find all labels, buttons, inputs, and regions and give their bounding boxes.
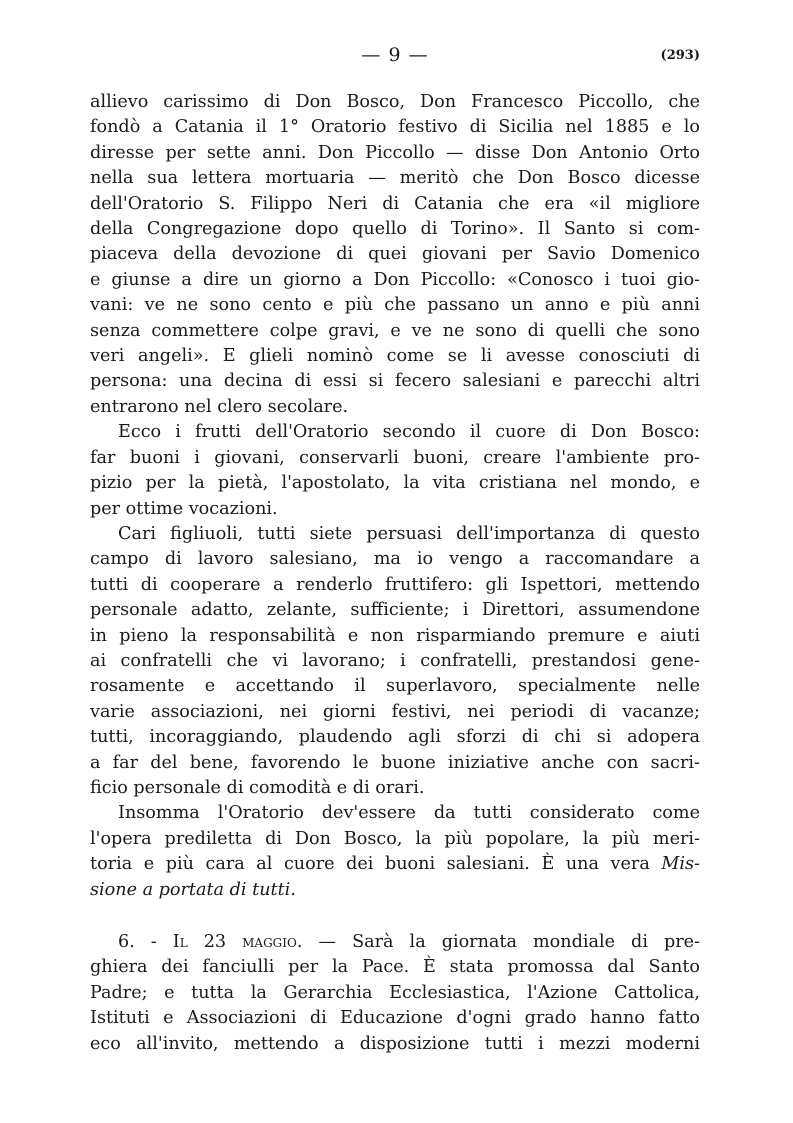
text-fragment: Sarà la giornata mondiale di pre- xyxy=(352,932,700,952)
text-line: persona: una decina di essi si fecero salesiani e parecchi altri xyxy=(90,371,700,392)
text-line: Ecco i frutti dell'Oratorio secondo il cuore di Don Bosco: xyxy=(118,422,700,443)
text-line: entrarono nel clero secolare. xyxy=(90,396,349,417)
text-line: a far del bene, favorendo le buone iniziative anche con sacri- xyxy=(90,752,700,773)
page-number: — 9 — xyxy=(361,44,429,66)
text-line: e giunse a dire un giorno a Don Piccollo: «Conosco i tuoi gio- xyxy=(90,269,700,290)
paragraph-2 xyxy=(90,420,700,522)
text-line: tutti di cooperare a renderlo fruttifero: gli Ispettori, mettendo xyxy=(90,574,700,595)
text-line: campo di lavoro salesiano, ma io vengo a raccomandare a xyxy=(90,549,700,570)
text-line: rosamente e accettando il superlavoro, specialmente nelle xyxy=(90,676,700,697)
text-fragment: toria e più cara al cuore dei buoni salesiani. È una vera xyxy=(90,854,650,875)
paragraph-5 xyxy=(90,930,700,1057)
text-line: Cari figliuoli, tutti siete persuasi dell'importanza di questo xyxy=(118,523,700,544)
text-line: Insomma l'Oratorio dev'essere da tutti considerato come xyxy=(118,803,700,824)
text-line: senza commettere colpe gravi, e ve ne sono di quelli che sono xyxy=(90,320,700,341)
text-line: tutti, incoraggiando, plaudendo agli sforzi di chi si adopera xyxy=(90,727,700,748)
italic-text: sione a portata di tutti. xyxy=(90,879,296,900)
text-line: ficio personale di comodità e di orari. xyxy=(90,777,425,798)
text-line: l'opera prediletta di Don Bosco, la più popolare, la più meri- xyxy=(90,828,700,849)
text-line: diresse per sette anni. Don Piccollo — disse Don Antonio Orto xyxy=(90,142,700,163)
text-line: Istituti e Associazioni di Educazione d'ogni grado hanno fatto xyxy=(90,1008,700,1029)
italic-word: Mis- xyxy=(661,854,700,875)
text-line: allievo carissimo di Don Bosco, Don Francesco Piccollo, che xyxy=(90,92,700,112)
text-line: varie associazioni, nei giorni festivi, nei periodi di vacanze; xyxy=(90,701,700,722)
text-line: far buoni i giovani, conservarli buoni, creare l'ambiente pro- xyxy=(90,447,700,468)
text-line: veri angeli». E glieli nominò come se li avesse conosciuti di xyxy=(90,346,700,367)
page-header xyxy=(90,44,700,70)
text-line: per ottime vocazioni. xyxy=(90,498,278,519)
paragraph-1 xyxy=(90,90,700,420)
text-line: in pieno la responsabilità e non risparmiando premure e aiuti xyxy=(90,625,700,646)
page-reference: (293) xyxy=(660,48,700,63)
paragraph-3 xyxy=(90,522,700,801)
text-line: nella sua lettera mortuaria — meritò che Don Bosco dicesse xyxy=(90,168,700,189)
text-line: fondò a Catania il 1° Oratorio festivo di Sicilia nel 1885 e lo xyxy=(90,117,700,138)
text-line xyxy=(90,852,700,877)
text-line xyxy=(90,930,700,955)
text-line: piaceva della devozione di quei giovani per Savio Domenico xyxy=(90,244,700,265)
text-line: ai confratelli che vi lavorano; i confratelli, prestandosi gene- xyxy=(90,650,700,671)
text-line: vani: ve ne sono cento e più che passano un anno e più anni xyxy=(90,295,700,316)
text-line: personale adatto, zelante, sufficiente; i Direttori, assumendone xyxy=(90,600,700,621)
text-line: eco all'invito, mettendo a disposizione tutti i mezzi moderni xyxy=(90,1033,700,1054)
paragraph-4 xyxy=(90,801,700,903)
section-heading: 6. - Il 23 maggio. — xyxy=(118,932,337,952)
text-line: pizio per la pietà, l'apostolato, la vita cristiana nel mondo, e xyxy=(90,473,700,494)
body-text xyxy=(90,90,700,1057)
text-line: Padre; e tutta la Gerarchia Ecclesiastica, l'Azione Cattolica, xyxy=(90,982,700,1003)
text-line: ghiera dei fanciulli per la Pace. È stata promossa dal Santo xyxy=(90,957,700,978)
text-line: della Congregazione dopo quello di Torino». Il Santo si com- xyxy=(90,219,700,240)
section-gap xyxy=(90,903,700,930)
text-line: dell'Oratorio S. Filippo Neri di Catania che era «il migliore xyxy=(90,193,700,214)
text-line xyxy=(90,878,700,903)
